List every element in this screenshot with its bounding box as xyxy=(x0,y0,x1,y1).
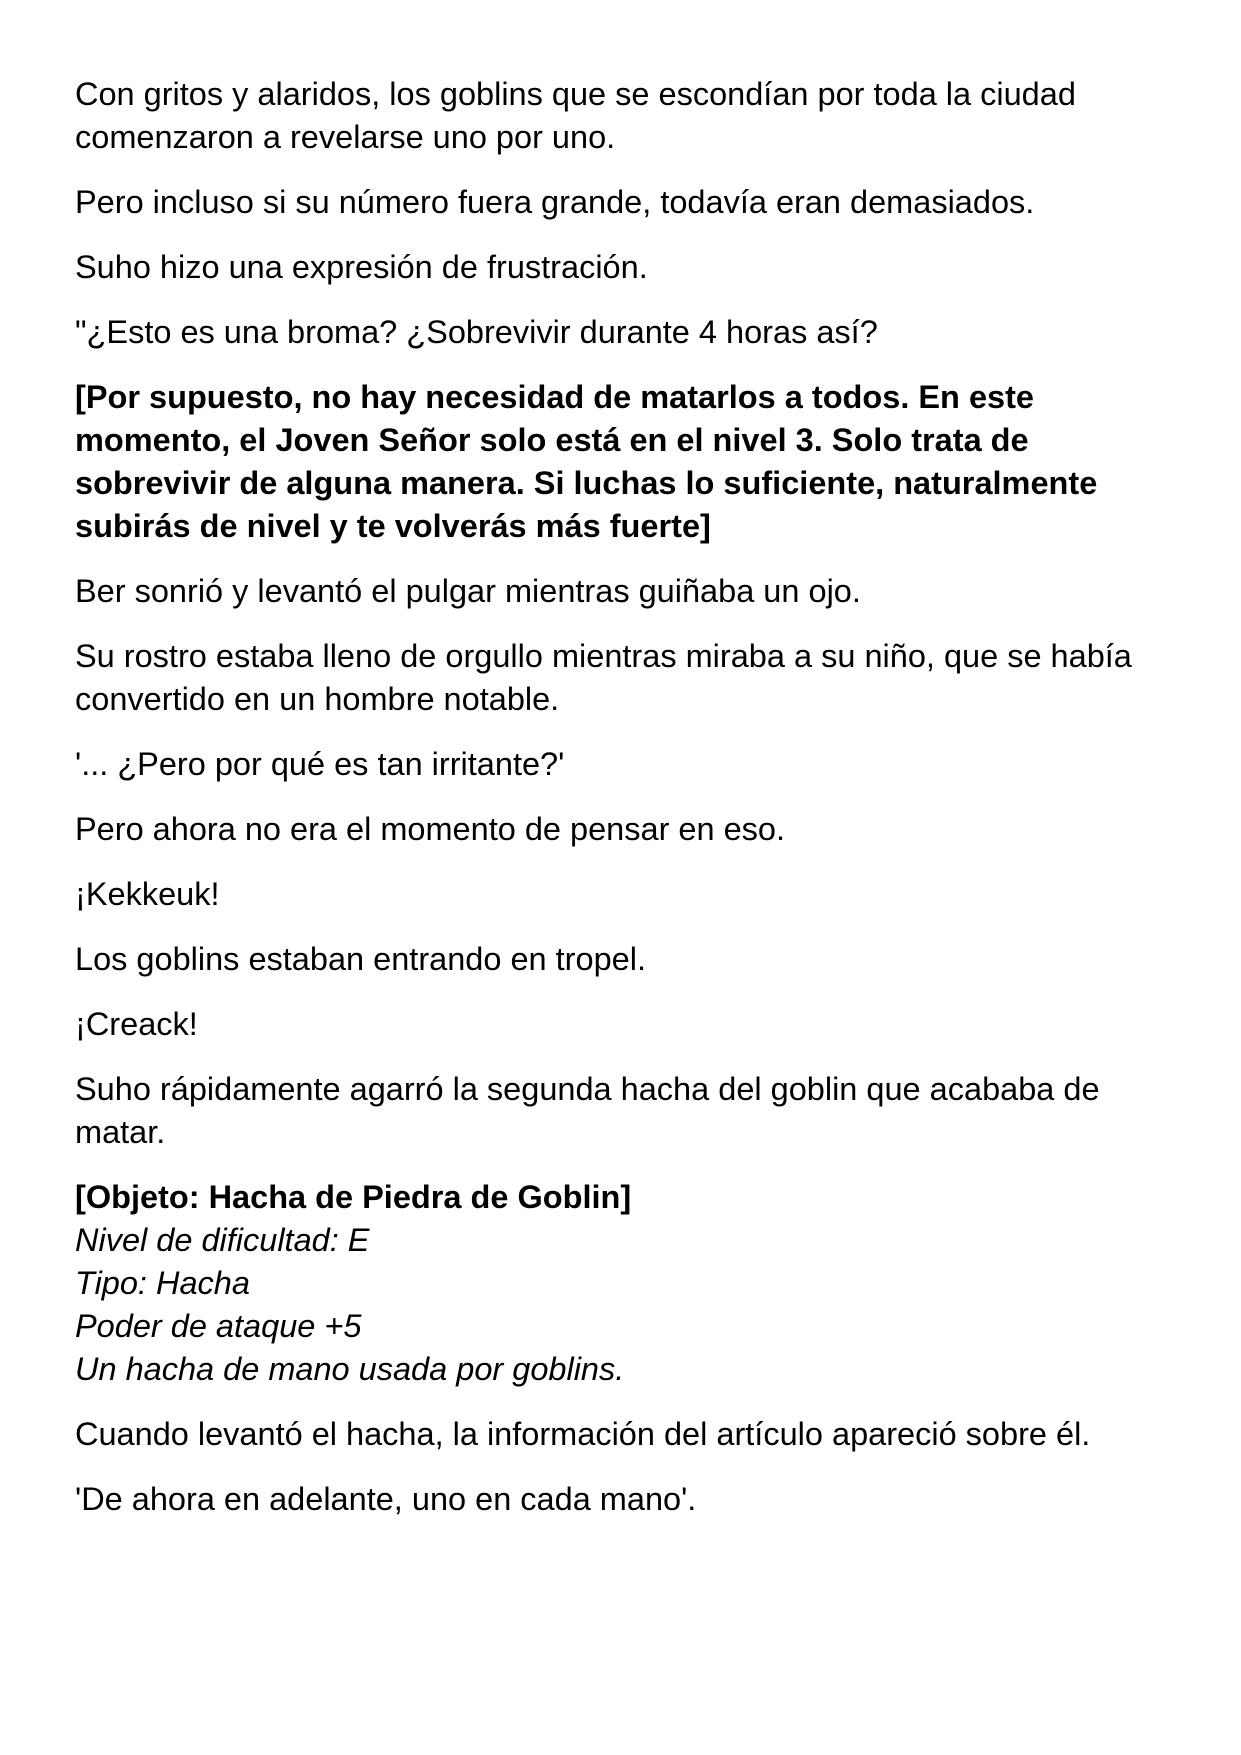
item-title: [Objeto: Hacha de Piedra de Goblin] xyxy=(75,1179,632,1215)
paragraph: Pero ahora no era el momento de pensar en eso. xyxy=(75,811,786,847)
item-type: Tipo: Hacha xyxy=(75,1265,250,1301)
paragraph: Cuando levantó el hacha, la información del artículo apareció sobre él. xyxy=(75,1416,1091,1452)
paragraph: Su rostro estaba lleno de orgullo mientras miraba a su niño, que se había convertido en un hombre notable. xyxy=(75,638,1132,717)
thought-paragraph: 'De ahora en adelante, uno en cada mano'. xyxy=(75,1481,697,1517)
document-page xyxy=(75,73,1185,1543)
paragraph: Pero incluso si su número fuera grande, todavía eran demasiados. xyxy=(75,184,1035,220)
item-attack-power: Poder de ataque +5 xyxy=(75,1308,362,1344)
paragraph: Ber sonrió y levantó el pulgar mientras guiñaba un ojo. xyxy=(75,573,861,609)
paragraph: Los goblins estaban entrando en tropel. xyxy=(75,941,646,977)
system-message-paragraph: [Por supuesto, no hay necesidad de matarlos a todos. En este momento, el Joven Señor solo está en el nivel 3. Solo trata de sobrevivir de alguna manera. Si luchas lo suficiente, naturalmente subirás de nivel y te volverás más fuerte] xyxy=(75,379,1098,544)
item-difficulty: Nivel de dificultad: E xyxy=(75,1222,370,1258)
paragraph: Suho rápidamente agarró la segunda hacha del goblin que acababa de matar. xyxy=(75,1071,1100,1150)
thought-paragraph: '... ¿Pero por qué es tan irritante?' xyxy=(75,746,565,782)
paragraph: Suho hizo una expresión de frustración. xyxy=(75,249,648,285)
sound-effect-paragraph: ¡Kekkeuk! xyxy=(75,876,220,912)
sound-effect-paragraph: ¡Creack! xyxy=(75,1006,198,1042)
item-info-block xyxy=(75,1176,1185,1391)
paragraph: Con gritos y alaridos, los goblins que se escondían por toda la ciudad comenzaron a revelarse uno por uno. xyxy=(75,76,1076,155)
dialogue-paragraph: "¿Esto es una broma? ¿Sobrevivir durante 4 horas así? xyxy=(75,314,878,350)
item-description: Un hacha de mano usada por goblins. xyxy=(75,1351,625,1387)
